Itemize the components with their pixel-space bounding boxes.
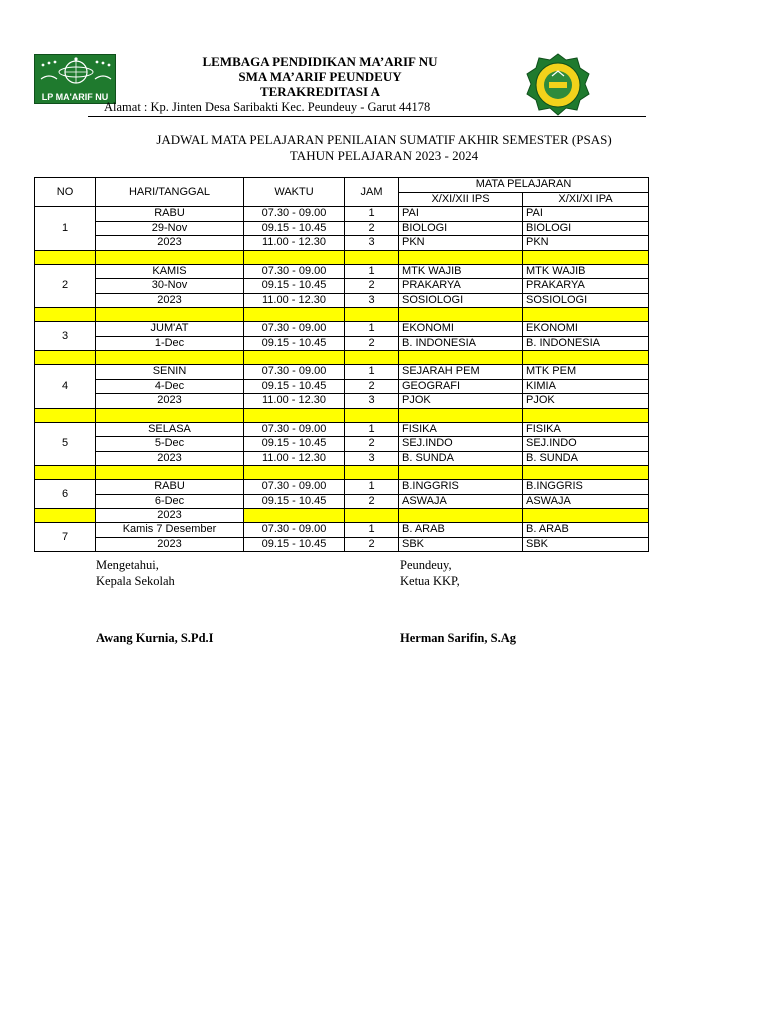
cell-time: 09.15 - 10.45 — [244, 336, 345, 351]
cell-ipa: SBK — [523, 537, 649, 552]
header-day: HARI/TANGGAL — [96, 178, 244, 207]
table-row — [35, 365, 649, 380]
header-divider — [88, 116, 646, 117]
cell-day: 6-Dec — [96, 494, 244, 509]
cell-day: SENIN — [96, 365, 244, 380]
cell-ipa: KIMIA — [523, 379, 649, 394]
cell-no: 2 — [35, 264, 96, 308]
cell-hour: 1 — [345, 365, 399, 380]
cell-ipa: PKN — [523, 236, 649, 251]
cell-day: 2023 — [96, 451, 244, 466]
cell-time: 07.30 - 09.00 — [244, 422, 345, 437]
cell-hour: 1 — [345, 264, 399, 279]
cell-time: 11.00 - 12.30 — [244, 451, 345, 466]
schedule-title: JADWAL MATA PELAJARAN PENILAIAN SUMATIF AKHIR SEMESTER (PSAS) — [156, 132, 612, 147]
cell-day: 2023 — [96, 509, 244, 523]
school-seal-icon — [522, 52, 594, 118]
cell-no: 7 — [35, 523, 96, 552]
cell-hour: 3 — [345, 293, 399, 308]
cell-ips: PJOK — [399, 394, 523, 409]
accreditation: TERAKREDITASI A — [259, 84, 381, 99]
separator-row — [35, 408, 649, 422]
header-ips: X/XI/XII IPS — [399, 192, 523, 207]
cell-ips: EKONOMI — [399, 322, 523, 337]
sig-right-name: Herman Sarifin, S.Ag — [400, 631, 516, 645]
cell-hour: 1 — [345, 523, 399, 538]
cell-day: 2023 — [96, 394, 244, 409]
cell-hour: 1 — [345, 480, 399, 495]
cell-ipa: B. INDONESIA — [523, 336, 649, 351]
cell-ipa: BIOLOGI — [523, 221, 649, 236]
cell-ipa: B. SUNDA — [523, 451, 649, 466]
cell-no: 6 — [35, 480, 96, 509]
cell-time: 09.15 - 10.45 — [244, 221, 345, 236]
table-row — [35, 293, 649, 308]
lp-maarif-logo — [34, 54, 116, 104]
cell-ips: B. ARAB — [399, 523, 523, 538]
cell-ips: PRAKARYA — [399, 279, 523, 294]
table-row — [35, 379, 649, 394]
cell-ips: BIOLOGI — [399, 221, 523, 236]
table-row — [35, 437, 649, 452]
cell-ipa: SEJ.INDO — [523, 437, 649, 452]
cell-time: 09.15 - 10.45 — [244, 494, 345, 509]
cell-ips: PKN — [399, 236, 523, 251]
cell-hour: 3 — [345, 236, 399, 251]
sig-right-line2: Ketua KKP, — [400, 574, 460, 588]
cell-ips: B.INGGRIS — [399, 480, 523, 495]
header-no: NO — [35, 178, 96, 207]
table-row — [35, 523, 649, 538]
cell-time: 09.15 - 10.45 — [244, 279, 345, 294]
sig-right-line1: Peundeuy, — [400, 558, 452, 572]
cell-ipa: SOSIOLOGI — [523, 293, 649, 308]
sig-left-line2: Kepala Sekolah — [96, 574, 175, 588]
cell-hour: 2 — [345, 537, 399, 552]
table-row — [35, 480, 649, 495]
institution-name: LEMBAGA PENDIDIKAN MA’ARIF NU — [202, 54, 438, 69]
separator-row — [35, 250, 649, 264]
separator-row — [35, 351, 649, 365]
cell-ipa: MTK PEM — [523, 365, 649, 380]
cell-day: KAMIS — [96, 264, 244, 279]
cell-no: 5 — [35, 422, 96, 466]
cell-time: 09.15 - 10.45 — [244, 437, 345, 452]
cell-day: 2023 — [96, 236, 244, 251]
cell-hour: 1 — [345, 322, 399, 337]
school-name: SMA MA’ARIF PEUNDEUY — [238, 69, 402, 84]
cell-ipa: FISIKA — [523, 422, 649, 437]
cell-ipa: EKONOMI — [523, 322, 649, 337]
cell-day: 2023 — [96, 293, 244, 308]
cell-day: Kamis 7 Desember — [96, 523, 244, 538]
cell-no: 3 — [35, 322, 96, 351]
cell-ips: SEJARAH PEM — [399, 365, 523, 380]
cell-day: 5-Dec — [96, 437, 244, 452]
academic-year: TAHUN PELAJARAN 2023 - 2024 — [289, 148, 479, 163]
cell-ips: FISIKA — [399, 422, 523, 437]
school-address: Alamat : Kp. Jinten Desa Saribakti Kec. Peundeuy - Garut 44178 — [104, 100, 431, 114]
cell-ips: PAI — [399, 207, 523, 222]
cell-hour: 2 — [345, 221, 399, 236]
cell-day: 4-Dec — [96, 379, 244, 394]
cell-hour: 2 — [345, 437, 399, 452]
table-header-row — [35, 178, 649, 193]
nu-emblem-icon — [35, 55, 117, 95]
table-row — [35, 322, 649, 337]
cell-day: 30-Nov — [96, 279, 244, 294]
cell-hour: 3 — [345, 394, 399, 409]
table-row — [35, 422, 649, 437]
cell-day: RABU — [96, 207, 244, 222]
cell-ips: MTK WAJIB — [399, 264, 523, 279]
sig-left-line1: Mengetahui, — [96, 558, 159, 572]
cell-ipa: MTK WAJIB — [523, 264, 649, 279]
cell-time: 07.30 - 09.00 — [244, 207, 345, 222]
cell-time: 09.15 - 10.45 — [244, 537, 345, 552]
separator-row — [35, 308, 649, 322]
cell-ipa: B.INGGRIS — [523, 480, 649, 495]
cell-ips: B. INDONESIA — [399, 336, 523, 351]
cell-no: 4 — [35, 365, 96, 409]
table-row — [35, 451, 649, 466]
separator-row — [35, 466, 649, 480]
cell-hour: 2 — [345, 336, 399, 351]
cell-ipa: PRAKARYA — [523, 279, 649, 294]
header-time: WAKTU — [244, 178, 345, 207]
cell-day: JUM'AT — [96, 322, 244, 337]
table-row — [35, 207, 649, 222]
separator-row — [35, 509, 649, 523]
header-ipa: X/XI/XI IPA — [523, 192, 649, 207]
cell-hour: 2 — [345, 279, 399, 294]
cell-hour: 2 — [345, 494, 399, 509]
cell-hour: 2 — [345, 379, 399, 394]
cell-hour: 1 — [345, 422, 399, 437]
cell-time: 11.00 - 12.30 — [244, 236, 345, 251]
cell-ipa: PAI — [523, 207, 649, 222]
cell-time: 07.30 - 09.00 — [244, 480, 345, 495]
cell-day: SELASA — [96, 422, 244, 437]
exam-schedule-table — [34, 177, 649, 552]
table-row — [35, 394, 649, 409]
table-row — [35, 537, 649, 552]
cell-ipa: ASWAJA — [523, 494, 649, 509]
cell-time: 11.00 - 12.30 — [244, 394, 345, 409]
table-row — [35, 221, 649, 236]
cell-time: 07.30 - 09.00 — [244, 365, 345, 380]
table-row — [35, 264, 649, 279]
cell-ipa: PJOK — [523, 394, 649, 409]
table-row — [35, 279, 649, 294]
logo-left-text: LP MA'ARIF NU — [41, 92, 109, 102]
cell-day: 29-Nov — [96, 221, 244, 236]
cell-hour: 3 — [345, 451, 399, 466]
school-seal-logo — [522, 52, 594, 118]
cell-ips: ASWAJA — [399, 494, 523, 509]
cell-time: 07.30 - 09.00 — [244, 264, 345, 279]
cell-ips: SEJ.INDO — [399, 437, 523, 452]
table-row — [35, 336, 649, 351]
cell-time: 11.00 - 12.30 — [244, 293, 345, 308]
cell-day: 2023 — [96, 537, 244, 552]
cell-ips: SBK — [399, 537, 523, 552]
sig-left-name: Awang Kurnia, S.Pd.I — [96, 631, 214, 645]
cell-hour: 1 — [345, 207, 399, 222]
cell-no: 1 — [35, 207, 96, 251]
cell-time: 09.15 - 10.45 — [244, 379, 345, 394]
cell-time: 07.30 - 09.00 — [244, 523, 345, 538]
cell-day: 1-Dec — [96, 336, 244, 351]
cell-ips: GEOGRAFI — [399, 379, 523, 394]
header-subjects: MATA PELAJARAN — [399, 178, 649, 193]
table-row — [35, 494, 649, 509]
cell-day: RABU — [96, 480, 244, 495]
cell-ips: B. SUNDA — [399, 451, 523, 466]
cell-ips: SOSIOLOGI — [399, 293, 523, 308]
table-row — [35, 236, 649, 251]
header-hour: JAM — [345, 178, 399, 207]
cell-time: 07.30 - 09.00 — [244, 322, 345, 337]
cell-ipa: B. ARAB — [523, 523, 649, 538]
